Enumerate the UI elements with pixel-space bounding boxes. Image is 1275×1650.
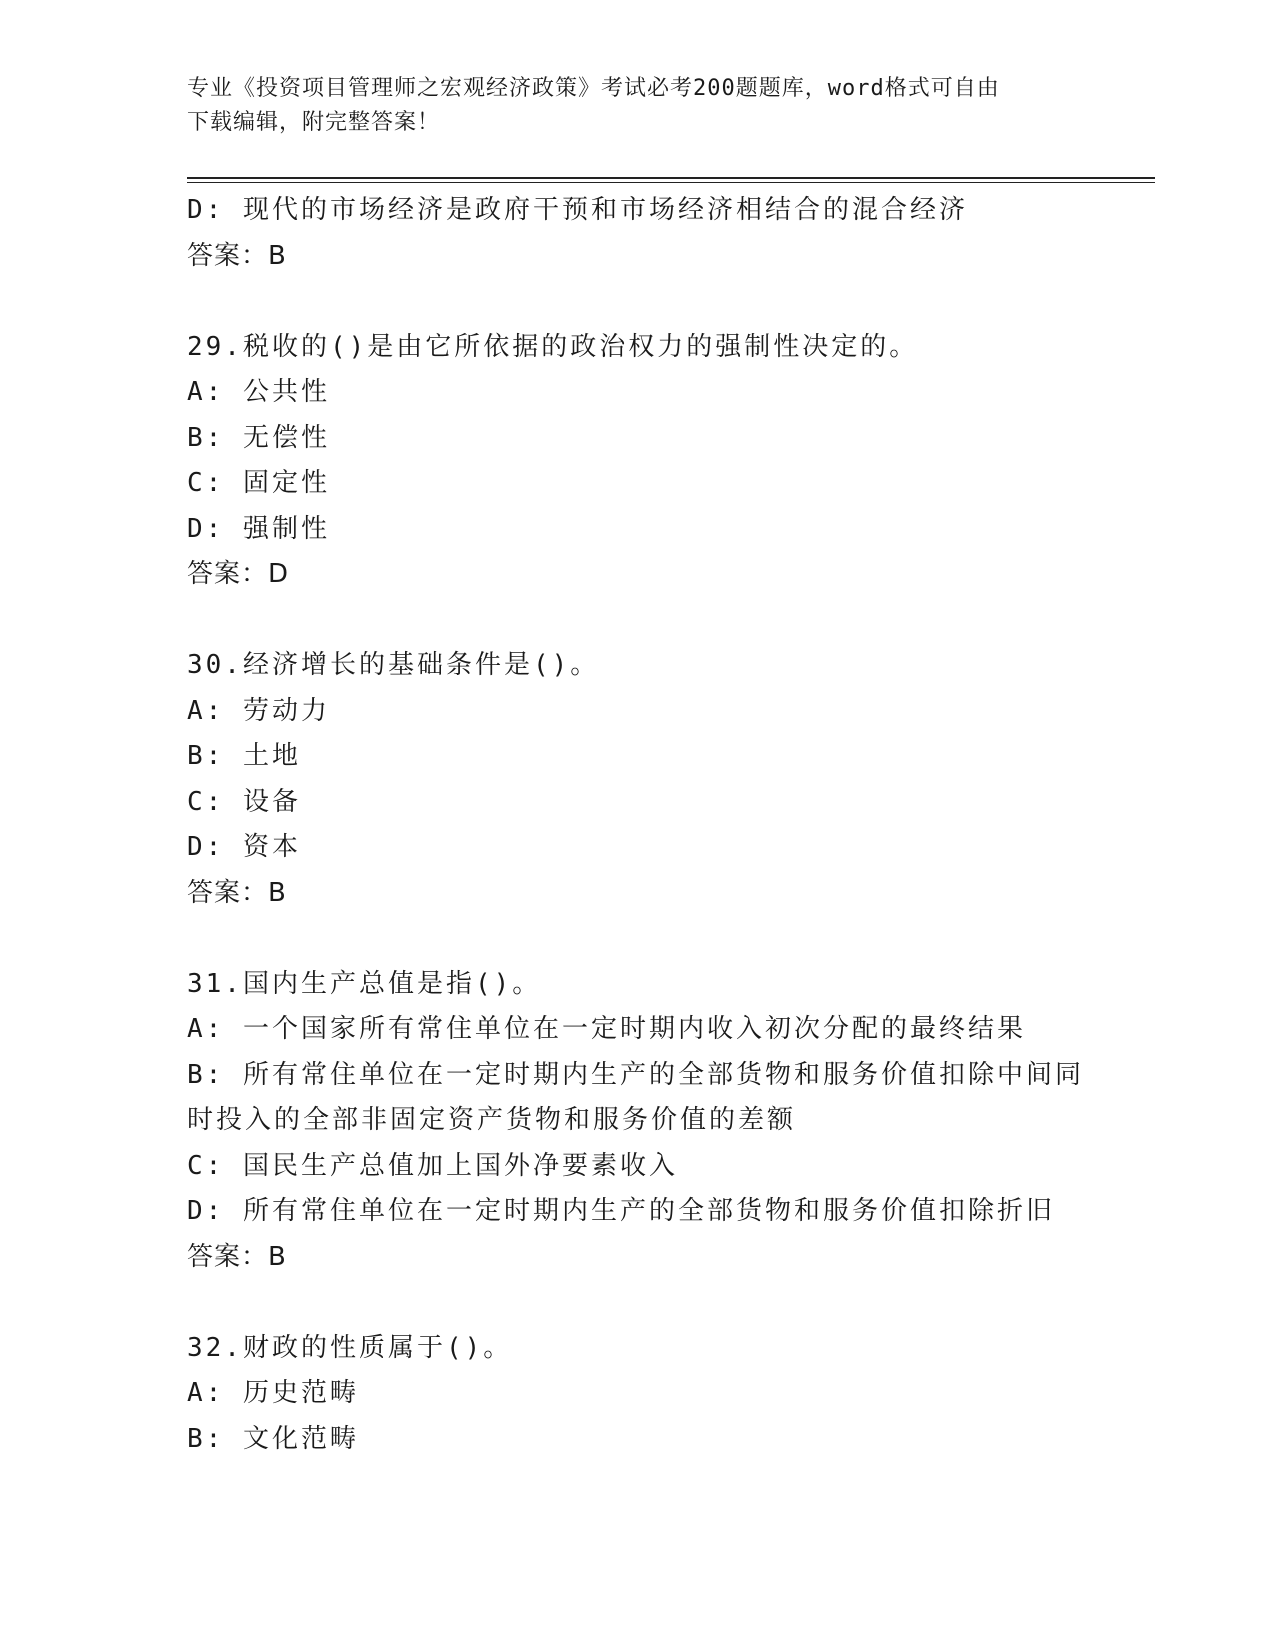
header-line-2: 下载编辑，附完整答案！ [187,110,441,135]
header-line-1: 专业《投资项目管理师之宏观经济政策》考试必考200题题库，word格式可自由 [187,76,1000,101]
q31-stem: 31.国内生产总值是指()。 [187,968,542,999]
q32-stem: 32.财政的性质属于()。 [187,1332,513,1363]
question-list [187,188,1107,1462]
spacer [187,1280,1107,1326]
q31-option-b-line-2: 时投入的全部非固定资产货物和服务价值的差额 [187,1105,797,1135]
q28-answer: 答案：B [187,240,287,271]
q31-option-a: A: 一个国家所有常住单位在一定时期内收入初次分配的最终结果 [187,1014,1026,1044]
q29-option-b: B: 无偿性 [187,422,330,453]
q29-option-a: A: 公共性 [187,377,330,407]
q29-option-c: C: 固定性 [187,468,330,498]
spacer [187,279,1107,325]
q31-answer: 答案：B [187,1241,287,1272]
q30-stem: 30.经济增长的基础条件是()。 [187,650,600,680]
q30-option-d: D: 资本 [187,832,301,862]
spacer [187,916,1107,962]
q32-option-b: B: 文化范畴 [187,1423,359,1454]
document-header [187,72,1067,140]
q31-option-d: D: 所有常住单位在一定时期内生产的全部货物和服务价值扣除折旧 [187,1196,1055,1226]
q28-option-d: D: 现代的市场经济是政府干预和市场经济相结合的混合经济 [187,195,968,225]
q30-answer: 答案：B [187,877,287,908]
q30-option-a: A: 劳动力 [187,695,330,726]
q29-stem: 29.税收的()是由它所依据的政治权力的强制性决定的。 [187,331,919,362]
q30-option-c: C: 设备 [187,786,301,817]
spacer [187,598,1107,644]
q31-option-b-line-1: B: 所有常住单位在一定时期内生产的全部货物和服务价值扣除中间同 [187,1059,1084,1090]
q29-answer: 答案：D [187,559,290,589]
q32-option-a: A: 历史范畴 [187,1378,359,1408]
q31-option-c: C: 国民生产总值加上国外净要素收入 [187,1150,678,1181]
q29-option-d: D: 强制性 [187,513,330,544]
header-divider-thin [187,182,1155,183]
header-divider-thick [187,177,1155,179]
q30-option-b: B: 土地 [187,741,301,771]
